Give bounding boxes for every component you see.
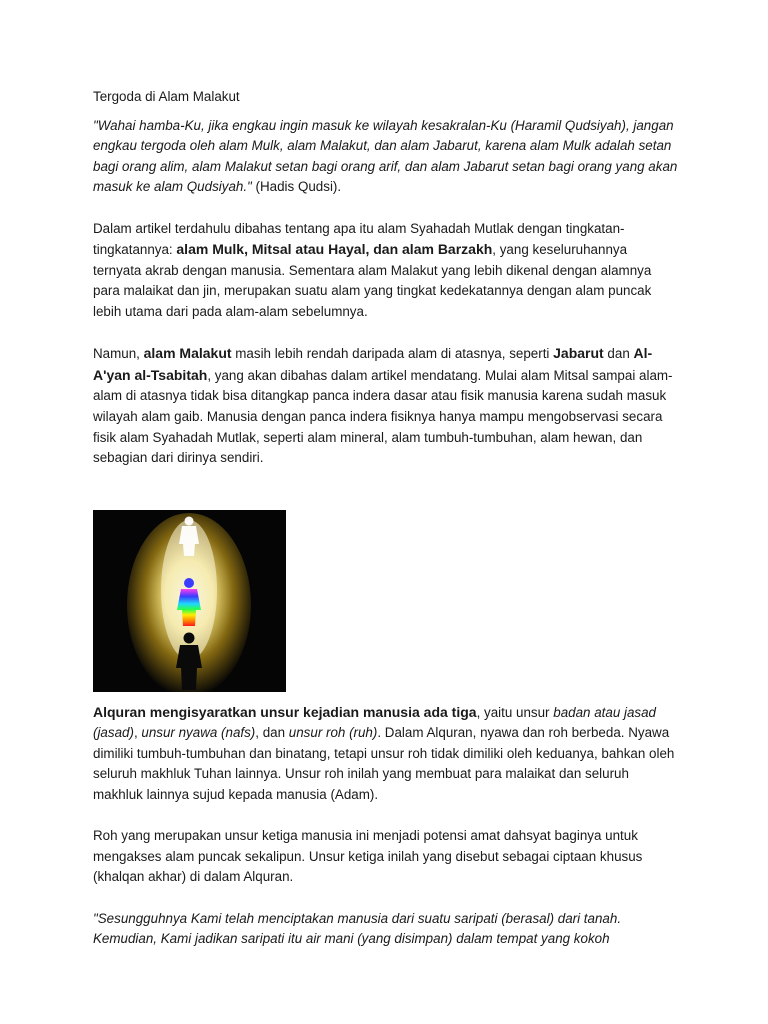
text: , bbox=[133, 725, 142, 741]
text: , yaitu unsur bbox=[476, 704, 554, 720]
paragraph-2 bbox=[93, 343, 678, 469]
quote-text: "Wahai hamba-Ku, jika engkau ingin masuk ke wilayah kesakralan-Ku (Haramil Qudsiyah), jangan engkau tergoda oleh alam Mulk, alam Malakut, dan alam Jabarut, karena alam Mulk adalah setan bagi orang alim, alam Malakut setan bagi orang arif, dan alam Jabarut setan bagi orang yang akan masuk ke alam Qudsiyah." bbox=[93, 117, 678, 195]
article-body bbox=[93, 87, 678, 950]
bold-text: Al-A'yan al-Tsabitah bbox=[93, 345, 653, 383]
bold-text: alam Mulk, Mitsal atau Hayal, dan alam Barzakh bbox=[176, 241, 493, 258]
italic-text: unsur nyawa (nafs) bbox=[141, 725, 256, 741]
text: Dalam artikel terdahulu dibahas tentang apa itu alam Syahadah Mutlak dengan tingkatan-tingkatannya: bbox=[93, 220, 625, 258]
closing-quote: "Sesungguhnya Kami telah menciptakan manusia dari suatu saripati (berasal) dari tanah. Kemudian, Kami jadikan saripati itu air mani (yang disimpan) dalam tempat yang kokoh bbox=[93, 910, 622, 947]
paragraph-1 bbox=[93, 219, 678, 323]
opening-quote bbox=[93, 116, 678, 198]
quote-source: (Hadis Qudsi). bbox=[251, 179, 342, 195]
italic-text: badan atau jasad (jasad) bbox=[93, 704, 657, 741]
bold-text: Alquran mengisyaratkan unsur kejadian manusia ada tiga bbox=[93, 703, 477, 720]
text: dan bbox=[603, 346, 634, 362]
paragraph-3 bbox=[93, 702, 678, 806]
paragraph-4: Roh yang merupakan unsur ketiga manusia ini menjadi potensi amat dahsyat baginya untuk mengakses alam puncak sekalipun. Unsur ketiga inilah yang disebut sebagai ciptaan khusus (khalqan akhar) di dalam Alquran. bbox=[93, 828, 643, 885]
text: Namun, bbox=[93, 346, 144, 362]
italic-text: unsur roh (ruh) bbox=[288, 725, 378, 741]
human-aura-illustration bbox=[93, 510, 286, 692]
text: . Dalam Alquran, nyawa dan roh berbeda. Nyawa dimiliki tumbuh-tumbuhan dan binatang, tetapi unsur roh tidak dimiliki oleh keduanya, bahkan oleh seluruh makhluk Tuhan lainnya. Unsur roh inilah yang membuat para malaikat dan seluruh makhluk lainnya sujud kepada manusia (Adam). bbox=[93, 725, 675, 803]
text: , dan bbox=[255, 725, 289, 741]
bold-text: alam Malakut bbox=[143, 345, 232, 362]
text: , yang akan dibahas dalam artikel mendatang. Mulai alam Mitsal sampai alam-alam di atasnya tidak bisa ditangkap panca indera dasar atau fisik manusia karena sudah masuk wilayah alam gaib. Manusia dengan panca indera fisiknya hanya mampu mengobservasi secara fisik alam Syahadah Mutlak, seperti alam mineral, alam tumbuh-tumbuhan, alam hewan, dan sebagian dari dirinya sendiri. bbox=[93, 367, 673, 466]
article-title: Tergoda di Alam Malakut bbox=[93, 89, 240, 104]
bold-text: Jabarut bbox=[553, 345, 604, 362]
text: , yang keseluruhannya ternyata akrab dengan manusia. Sementara alam Malakut yang lebih dikenal dengan alamnya para malaikat dan jin, merupakan suatu alam yang tingkat kedekatannya dengan alam puncak lebih utama dari pada alam-alam sebelumnya. bbox=[93, 242, 652, 319]
text: masih lebih rendah daripada alam di atasnya, seperti bbox=[231, 346, 554, 362]
aura-figure-graphic bbox=[93, 510, 286, 692]
